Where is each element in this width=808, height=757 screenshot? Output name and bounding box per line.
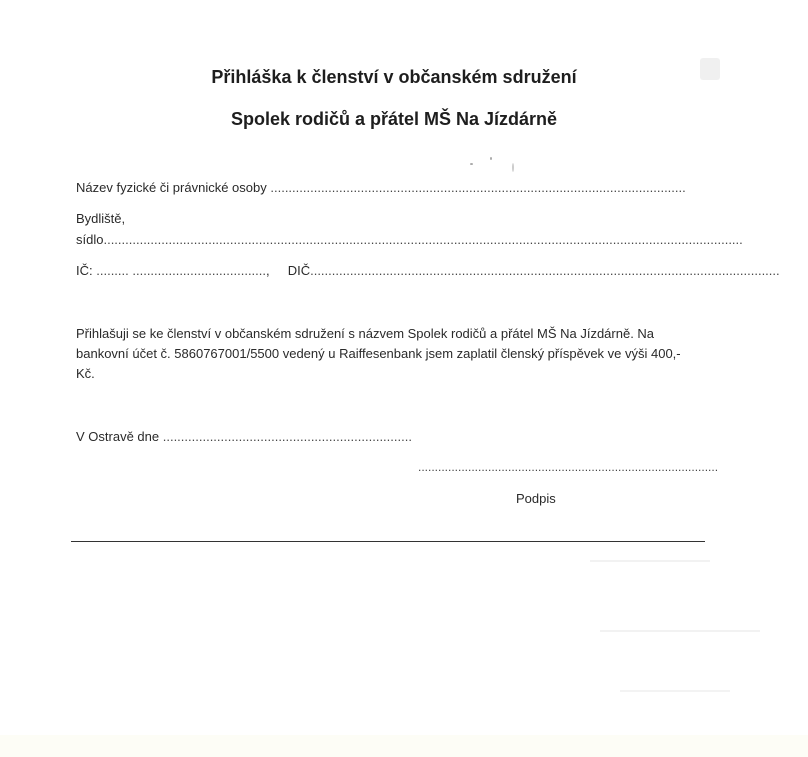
scan-edge <box>0 735 808 757</box>
place-date-row <box>76 429 412 444</box>
date-field-blank[interactable]: ..................................................................... <box>162 429 412 444</box>
name-field-row <box>76 180 696 195</box>
scan-speck <box>490 157 492 160</box>
form-subtitle: Spolek rodičů a přátel MŠ Na Jízdárně <box>230 109 558 129</box>
signature-field-blank[interactable]: .......................................................................................... <box>418 460 719 474</box>
scan-speck <box>512 163 514 172</box>
ic-separator: , <box>266 263 270 278</box>
name-field-label: Název fyzické či právnické osoby <box>76 180 267 195</box>
show-through-mark <box>700 58 720 80</box>
show-through-mark <box>590 560 710 562</box>
address-field-row <box>76 232 743 247</box>
scan-speck <box>470 163 473 165</box>
signature-label: Podpis <box>516 491 556 506</box>
address-field-blank[interactable]: ................................................................................................................................................................................. <box>103 232 743 247</box>
ic-field-blank[interactable]: ......... ..................................... <box>96 263 267 278</box>
bottom-divider <box>71 541 705 542</box>
address-field-label-2: sídlo <box>76 232 104 247</box>
ic-field-label: IČ: <box>76 263 93 278</box>
show-through-mark <box>600 630 760 632</box>
dic-field-label: DIČ <box>287 263 311 278</box>
form-title: Přihláška k členství v občanském sdružení <box>211 67 577 87</box>
dic-field-blank[interactable]: .................................................................................................................................. <box>310 263 780 278</box>
place-date-label: V Ostravě dne <box>76 429 160 444</box>
declaration-paragraph: Přihlašuji se ke členství v občanském sdružení s názvem Spolek rodičů a přátel MŠ Na Jízdárně. Na bankovní účet č. 5860767001/5500 vedený u Raiffesenbank jsem zaplatil členský příspěvek ve výši 400,- Kč. <box>76 326 681 381</box>
ic-dic-row <box>76 263 780 278</box>
address-field-label-1: Bydliště, <box>76 211 126 226</box>
name-field-blank[interactable]: ................................................................................................................... <box>270 180 686 195</box>
show-through-mark <box>620 690 730 692</box>
